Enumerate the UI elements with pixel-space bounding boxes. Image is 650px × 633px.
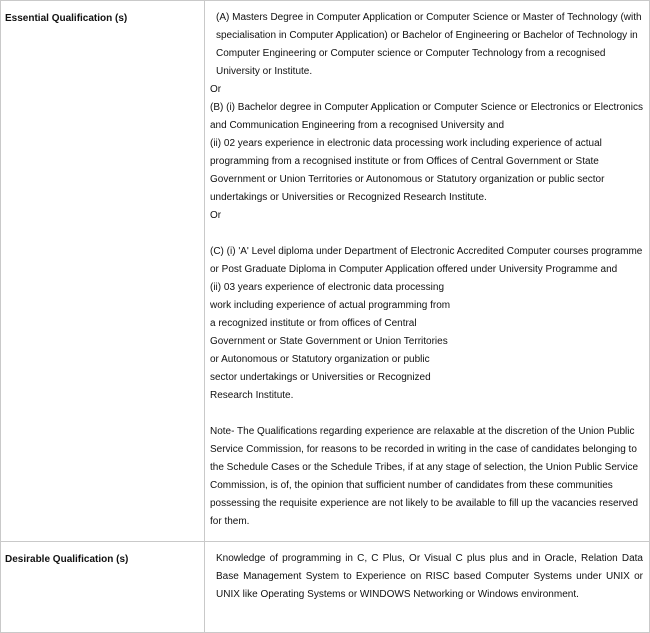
desirable-qualification-content [205, 542, 650, 633]
experience-note-text: Note- The Qualifications regarding experience are relaxable at the discretion of the Union Public Service Commission, for reasons to be recorded in writing in the case of candidates belonging to the Schedule Cases or the Schedule Tribes, if at any stage of selection, the Union Public Service Commission, is of, the opinion that sufficient number of candidates from these communities possessing the requisite experience are not likely to be available to fill up the vacancies reserved for them. [210, 426, 639, 527]
or-separator-1: Or [210, 84, 222, 95]
option-c-ii-line: (ii) 03 years experience of electronic data processing [210, 282, 445, 293]
option-c-ii-line: or Autonomous or Statutory organization or public [210, 354, 430, 365]
option-b-i-text: (B) (i) Bachelor degree in Computer Application or Computer Science or Electronics or Electronics and Communication Engineering from a recognised University and [210, 102, 643, 131]
option-c-ii-line: Government or State Government or Union Territories [210, 336, 448, 347]
or-separator-2: Or [210, 210, 222, 221]
desirable-qualification-row [1, 542, 650, 633]
option-c-ii-line: a recognized institute or from offices of Central [210, 318, 417, 329]
spacer [210, 225, 643, 243]
spacer [210, 405, 643, 423]
essential-qualification-content [205, 1, 650, 542]
option-c-ii-line: work including experience of actual programming from [210, 300, 451, 311]
option-a-text: (A) Masters Degree in Computer Application or Computer Science or Master of Technology (with specialisation in Computer Application) or Bachelor of Engineering or Bachelor of Technology in Computer Engineering or Computer science or Computer Technology from a recognised University or Institute. [216, 12, 642, 77]
option-b-ii-text: (ii) 02 years experience in electronic data processing work including experience of actual programming from a recognised institute or from Offices of Central Government or State Government or Union Territories or Autonomous or Statutory organization or public sector undertakings or Universities or Recognized Research Institute. [210, 138, 605, 203]
option-c-i-text: (C) (i) 'A' Level diploma under Department of Electronic Accredited Computer courses programme or Post Graduate Diploma in Computer Application offered under University Programme and [210, 246, 643, 275]
essential-qualification-label: Essential Qualification (s) [1, 1, 205, 542]
option-c-ii-line: Research Institute. [210, 390, 294, 401]
desirable-qualification-text: Knowledge of programming in C, C Plus, Or Visual C plus plus and in Oracle, Relation Data Base Management System to Experience on RISC based Computer Systems under UNIX or UNIX like Operating Systems or WINDOWS Networking or Windows environment. [216, 553, 643, 600]
essential-qualification-row [1, 1, 650, 542]
option-c-ii-block [210, 279, 643, 405]
desirable-qualification-label: Desirable Qualification (s) [1, 542, 205, 633]
option-c-ii-line: sector undertakings or Universities or Recognized [210, 372, 431, 383]
